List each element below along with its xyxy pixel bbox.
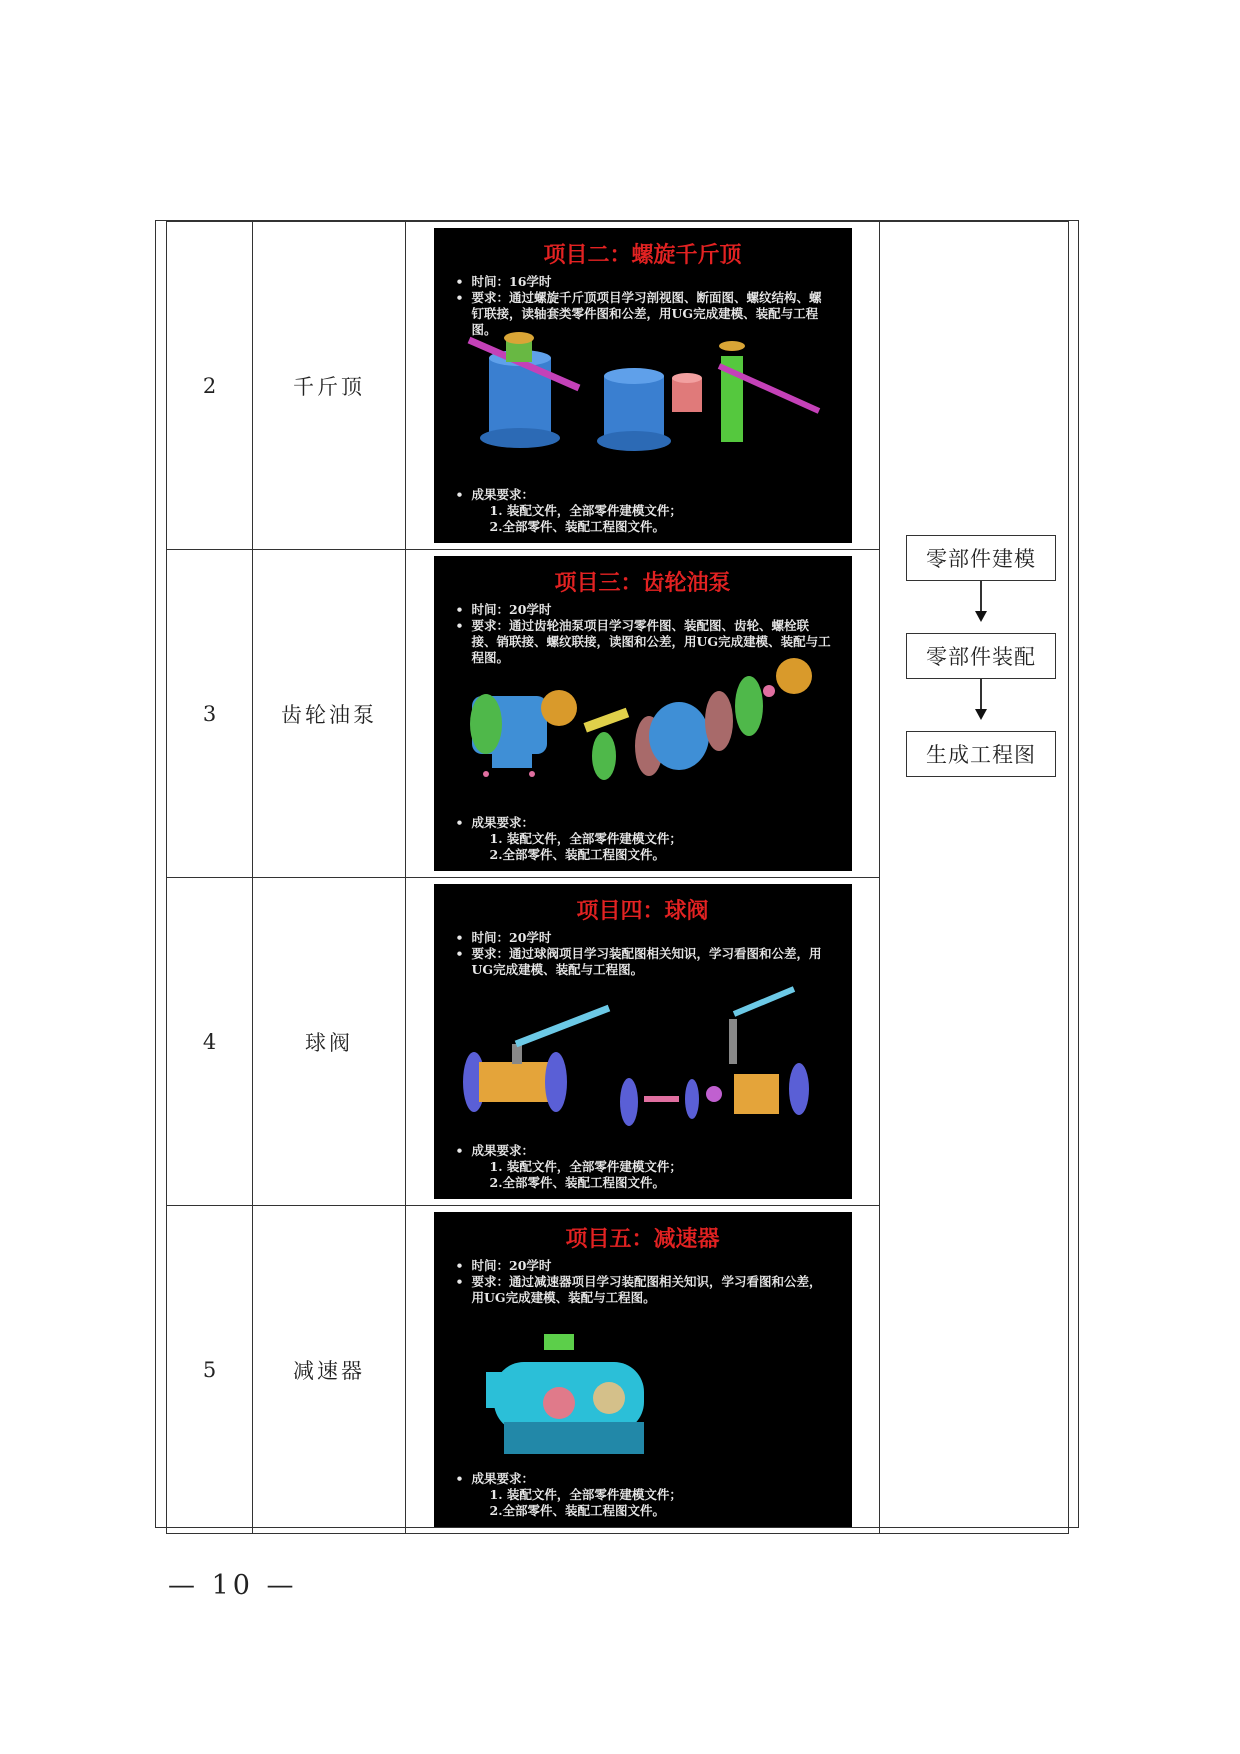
nut-shape [763, 685, 775, 697]
flow-arrow-head [975, 611, 987, 622]
row-number: 4 [167, 878, 253, 1206]
slide-requirement: • 要求：通过齿轮油泵项目学习零件图、装配图、齿轮、螺栓联接、销联接、螺纹联接，读图和公差，用UG完成建模、装配与工程图。 [456, 618, 834, 666]
pump-gear-shape [541, 690, 577, 726]
valve-handle-part-shape [734, 989, 794, 1014]
slide-bullets [456, 930, 834, 978]
jack-base-shape [480, 428, 560, 448]
slide-result-item: 2.全部零件、装配工程图文件。 [489, 847, 666, 862]
slide-result-item: 1. 装配文件，全部零件建模文件； [489, 1159, 682, 1174]
slide-result-label: • 成果要求： [456, 1471, 682, 1487]
slide-title: 项目四：球阀 [576, 899, 709, 924]
bolt-shape [529, 771, 535, 777]
slide-result [456, 487, 682, 535]
jack-nut-shape [672, 378, 702, 412]
slide-title: 项目二：螺旋千斤顶 [543, 243, 742, 268]
slide-time: • 时间：16学时 [456, 274, 834, 290]
flow-step-drawing: 生成工程图 [906, 731, 1056, 777]
slide-cell [406, 550, 880, 878]
slide-result-item: 1. 装配文件，全部零件建模文件； [489, 1487, 682, 1502]
valve-flange-part-shape [789, 1063, 809, 1115]
pump-cover-shape [470, 694, 502, 754]
course-project-table [166, 221, 1069, 1534]
pump-cover-part-shape [735, 676, 763, 736]
slide-bullets [456, 1258, 834, 1306]
slide-title: 项目五：减速器 [565, 1227, 720, 1252]
flow-arrow [980, 679, 982, 711]
slide-requirement: • 要求：通过球阀项目学习装配图相关知识，学习看图和公差，用UG完成建模、装配与工程图。 [456, 946, 834, 978]
pump-cover-part-shape [592, 732, 616, 780]
project-slide-ball-valve [434, 884, 852, 1199]
shaft-shape [583, 708, 629, 733]
valve-handle-shape [516, 1008, 609, 1044]
project-slide-gear-pump [434, 556, 852, 871]
slide-result-item: 1. 装配文件，全部零件建模文件； [489, 503, 682, 518]
valve-seal-shape [685, 1079, 699, 1119]
slide-result [456, 815, 682, 863]
reducer-shaft-shape [593, 1382, 625, 1414]
slide-cell [406, 878, 880, 1206]
bolt-part-shape [644, 1096, 679, 1102]
valve-flange-part-shape [620, 1078, 638, 1126]
workflow-cell [880, 222, 1069, 1534]
reducer-lid-shape [544, 1334, 574, 1350]
project-slide-reducer [434, 1212, 852, 1527]
slide-result-item: 2.全部零件、装配工程图文件。 [489, 519, 666, 534]
project-slide-jack [434, 228, 852, 543]
slide-requirement: • 要求：通过减速器项目学习装配图相关知识，学习看图和公差，用UG完成建模、装配与工程图。 [456, 1274, 834, 1306]
slide-result [456, 1471, 682, 1519]
flow-arrow-head [975, 709, 987, 720]
flow-step-modeling: 零部件建模 [906, 535, 1056, 581]
valve-stem-part-shape [729, 1019, 737, 1064]
valve-stem-shape [512, 1044, 522, 1064]
slide-result-item: 2.全部零件、装配工程图文件。 [489, 1503, 666, 1518]
slide-result-label: • 成果要求： [456, 815, 682, 831]
reducer-side-shape [486, 1372, 506, 1408]
slide-result-item: 1. 装配文件，全部零件建模文件； [489, 831, 682, 846]
project-name: 球阀 [253, 878, 406, 1206]
row-number: 2 [167, 222, 253, 550]
slide-time: • 时间：20学时 [456, 602, 834, 618]
project-name: 减速器 [253, 1206, 406, 1534]
flow-step-assembly: 零部件装配 [906, 633, 1056, 679]
jack-body-part-base-shape [597, 431, 671, 451]
slide-title: 项目三：齿轮油泵 [554, 571, 731, 596]
valve-ball-shape [706, 1086, 722, 1102]
project-name: 千斤顶 [253, 222, 406, 550]
row-number: 3 [167, 550, 253, 878]
slide-result-label: • 成果要求： [456, 1143, 682, 1159]
pump-foot-shape [492, 754, 532, 768]
slide-bullets [456, 274, 834, 338]
pump-body-part-shape [649, 702, 709, 770]
valve-body-part-shape [734, 1074, 779, 1114]
row-number: 5 [167, 1206, 253, 1534]
slide-time: • 时间：20学时 [456, 1258, 834, 1274]
jack-screw-cap-shape [719, 341, 745, 351]
slide-result [456, 1143, 682, 1191]
flow-arrow [980, 581, 982, 613]
slide-cell [406, 1206, 880, 1534]
slide-bullets [456, 602, 834, 666]
slide-result-item: 2.全部零件、装配工程图文件。 [489, 1175, 666, 1190]
jack-body-part-top-shape [604, 368, 664, 384]
gasket-shape [705, 691, 733, 751]
project-name: 齿轮油泵 [253, 550, 406, 878]
slide-result-label: • 成果要求： [456, 487, 682, 503]
bolt-shape [483, 771, 489, 777]
reducer-base-shape [504, 1422, 644, 1454]
table-row [167, 222, 1069, 550]
page-number: — 10 — [168, 1570, 298, 1601]
reducer-bearing-shape [543, 1387, 575, 1419]
jack-nut-top-shape [672, 373, 702, 383]
slide-requirement: • 要求：通过螺旋千斤顶项目学习剖视图、断面图、螺纹结构、螺钉联接，读轴套类零件图和公差，用UG完成建模、装配与工程图。 [456, 290, 834, 338]
slide-cell [406, 222, 880, 550]
valve-flange-shape [545, 1052, 567, 1112]
slide-time: • 时间：20学时 [456, 930, 834, 946]
